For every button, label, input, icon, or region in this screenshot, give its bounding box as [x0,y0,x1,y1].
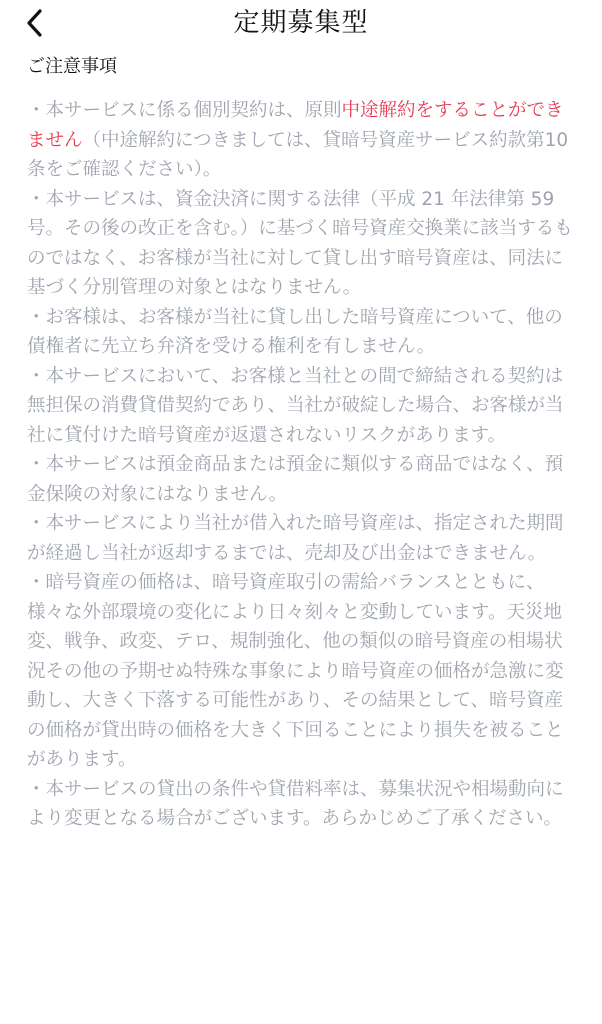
notes-list [27,96,575,834]
note-text: ・本サービスに係る個別契約は、原則 [27,100,342,121]
header-bar [0,0,602,48]
note-item [27,775,575,834]
note-item [27,303,575,362]
note-item [27,568,575,775]
note-text-continued: （中途解約につきましては、貸暗号資産サービス約款第10条をご確認ください）。 [27,129,569,180]
note-text: ・本サービスは、資金決済に関する法律（平成 21 年法律第 59 号。その後の改正を含む。）に基づく暗号資産交換業に該当するものではなく、お客様が当社に対して貸し出す暗号資産は、同法に基づく分別管理の対象とはなりません。 [27,188,573,298]
note-text: ・暗号資産の価格は、暗号資産取引の需給バランスとともに、様々な外部環境の変化により日々刻々と変動しています。天災地変、戦争、政変、テロ、規制強化、他の類似の暗号資産の相場状況その他の予期せぬ特殊な事象により暗号資産の価格が急激に変動し、大きく下落する可能性があり、その結果として、暗号資産の価格が貸出時の価格を大きく下回ることにより損失を被ることがあります。 [27,572,564,770]
page-title: 定期募集型 [233,8,369,38]
note-highlight-text: 中途解約をすることができません [27,100,564,151]
note-text: ・お客様は、お客様が当社に貸し出した暗号資産について、他の債権者に先立ち弁済を受ける権利を有しません。 [27,306,563,357]
note-item [27,362,575,451]
note-item [27,185,575,303]
note-item [27,96,575,185]
note-item [27,509,575,568]
note-text: ・本サービスは預金商品または預金に類似する商品ではなく、預金保険の対象にはなりません。 [27,454,564,505]
section-heading: ご注意事項 [27,56,117,77]
note-text: ・本サービスにおいて、お客様と当社との間で締結される契約は無担保の消費貸借契約であり、当社が破綻した場合、お客様が当社に貸付けた暗号資産が返還されないリスクがあります。 [27,365,564,446]
note-item [27,450,575,509]
note-text: ・本サービスの貸出の条件や貸借料率は、募集状況や相場動向により変更となる場合がございます。あらかじめご了承ください。 [27,778,564,829]
note-text: ・本サービスにより当社が借入れた暗号資産は、指定された期間が経過し当社が返却するまでは、売却及び出金はできません。 [27,513,564,564]
